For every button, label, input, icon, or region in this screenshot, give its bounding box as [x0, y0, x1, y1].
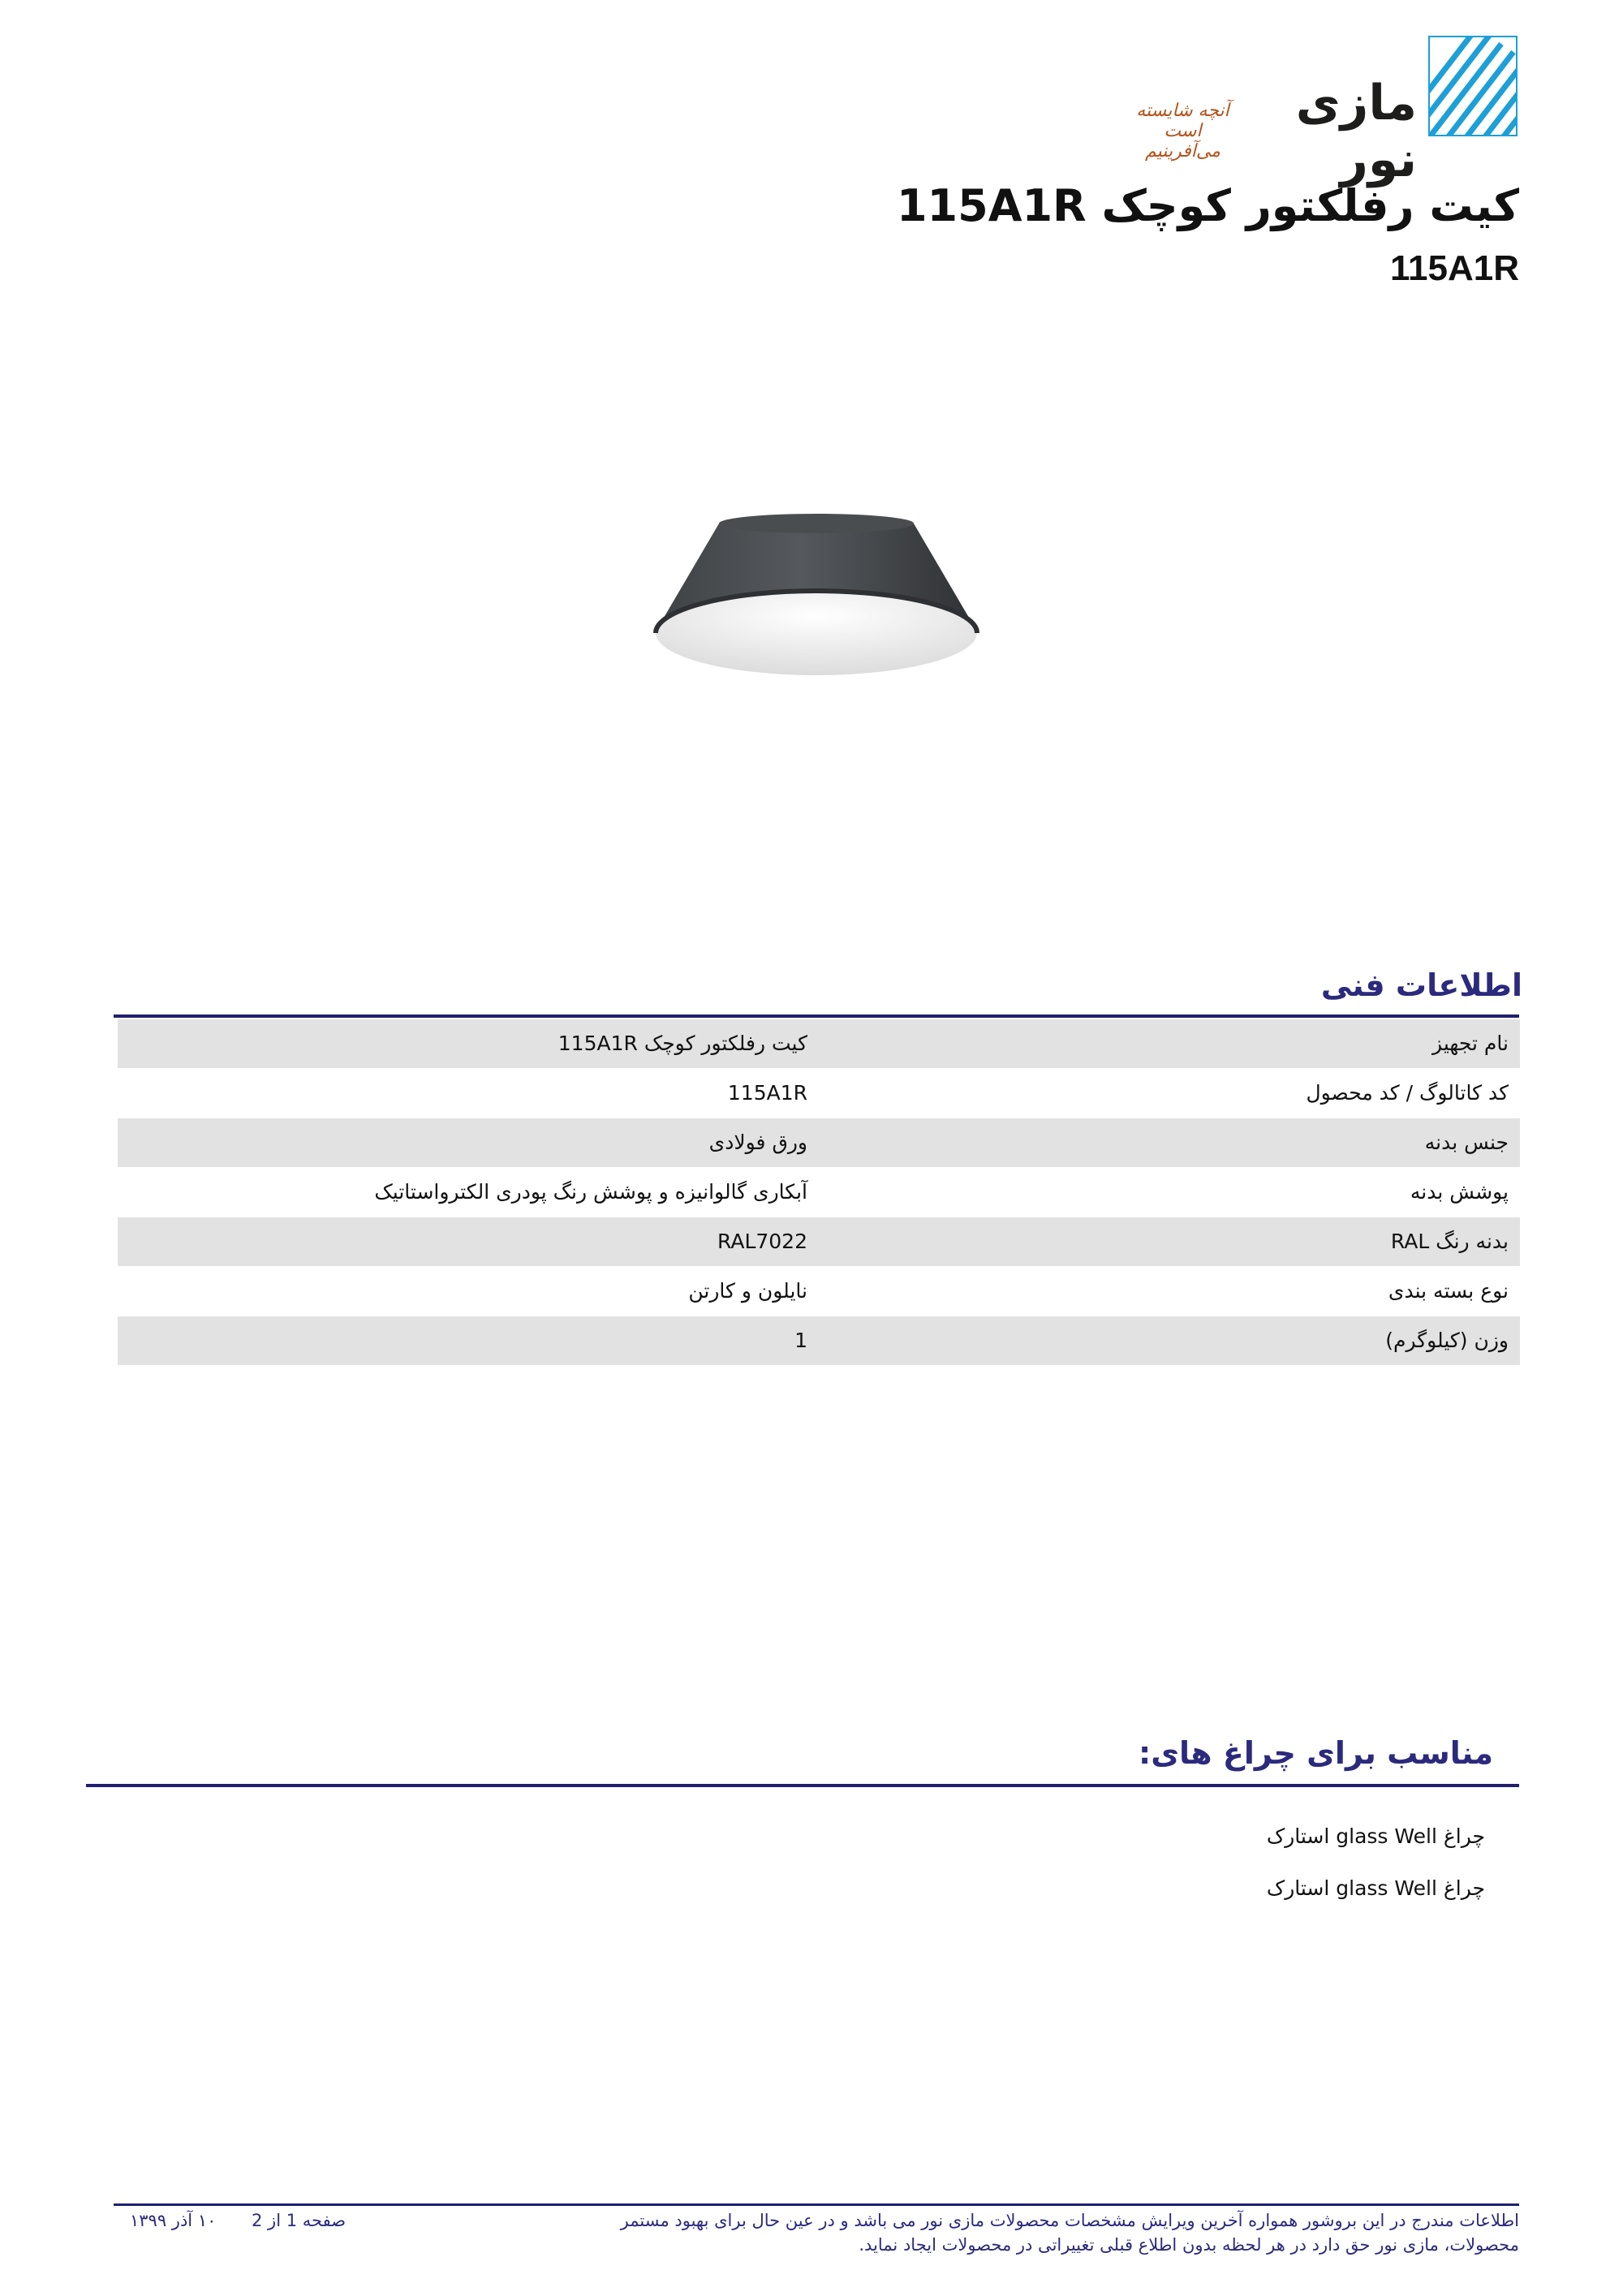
- table-row: [118, 1168, 1520, 1217]
- brand-logo-icon: [1428, 36, 1518, 136]
- suitable-divider: [86, 1784, 1519, 1787]
- spec-value: 115A1R: [727, 1081, 807, 1105]
- list-item: چراغ glass Well استارک: [1266, 1876, 1485, 1900]
- spec-value: 1: [794, 1329, 807, 1352]
- document-date: ۱۰ آذر ۱۳۹۹: [130, 2211, 217, 2230]
- table-row: [118, 1019, 1520, 1068]
- reflector-lamp-icon: [646, 503, 987, 682]
- spec-value: ورق فولادی: [708, 1131, 807, 1154]
- page-title: کیت رفلکتور کوچک 115A1R: [896, 180, 1519, 231]
- table-row: [118, 1316, 1520, 1365]
- spec-label: پوشش بدنه: [1410, 1180, 1509, 1204]
- suitable-heading: مناسب برای چراغ های:: [1139, 1735, 1493, 1771]
- spec-label: جنس بدنه: [1424, 1131, 1509, 1154]
- spec-label: نام تجهیز: [1432, 1032, 1509, 1055]
- product-code-title: 115A1R: [1389, 248, 1519, 288]
- spec-value: نایلون و کارتن: [688, 1279, 807, 1303]
- table-row: [118, 1118, 1520, 1167]
- spec-label: نوع بسته بندی: [1388, 1279, 1509, 1303]
- spec-value: RAL7022: [717, 1230, 807, 1253]
- spec-table: [118, 1019, 1520, 1366]
- list-item: چراغ glass Well استارک: [1266, 1824, 1485, 1848]
- footer-disclaimer-line1: اطلاعات مندرج در این بروشور همواره آخرین ویرایش مشخصات محصولات مازی نور می باشد و در عین حال برای بهبود مستمر: [620, 2211, 1519, 2230]
- page-number: صفحه 1 از 2: [252, 2211, 347, 2230]
- technical-heading: اطلاعات فنی: [1320, 967, 1522, 1003]
- spec-label: بدنه رنگ RAL: [1390, 1230, 1509, 1253]
- spec-label: وزن (کیلوگرم): [1385, 1329, 1509, 1352]
- brand-name: مازی نور: [1295, 75, 1417, 188]
- spec-label: کد کاتالوگ / کد محصول: [1306, 1081, 1509, 1105]
- table-row: [118, 1267, 1520, 1316]
- table-row: [118, 1217, 1520, 1266]
- spec-value: کیت رفلکتور کوچک 115A1R: [558, 1032, 807, 1055]
- table-row: [118, 1069, 1520, 1118]
- footer-disclaimer-line2: محصولات، مازی نور حق دارد در هر لحظه بدون اطلاع قبلی تغییراتی در محصولات ایجاد نماید.: [859, 2235, 1519, 2255]
- technical-divider: [114, 1014, 1519, 1018]
- spec-value: آبکاری گالوانیزه و پوشش رنگ پودری الکترواستاتیک: [374, 1180, 807, 1204]
- footer-divider: [114, 2203, 1519, 2206]
- brand-tagline: آنچه شایسته است می‌آفرینیم: [1136, 101, 1229, 162]
